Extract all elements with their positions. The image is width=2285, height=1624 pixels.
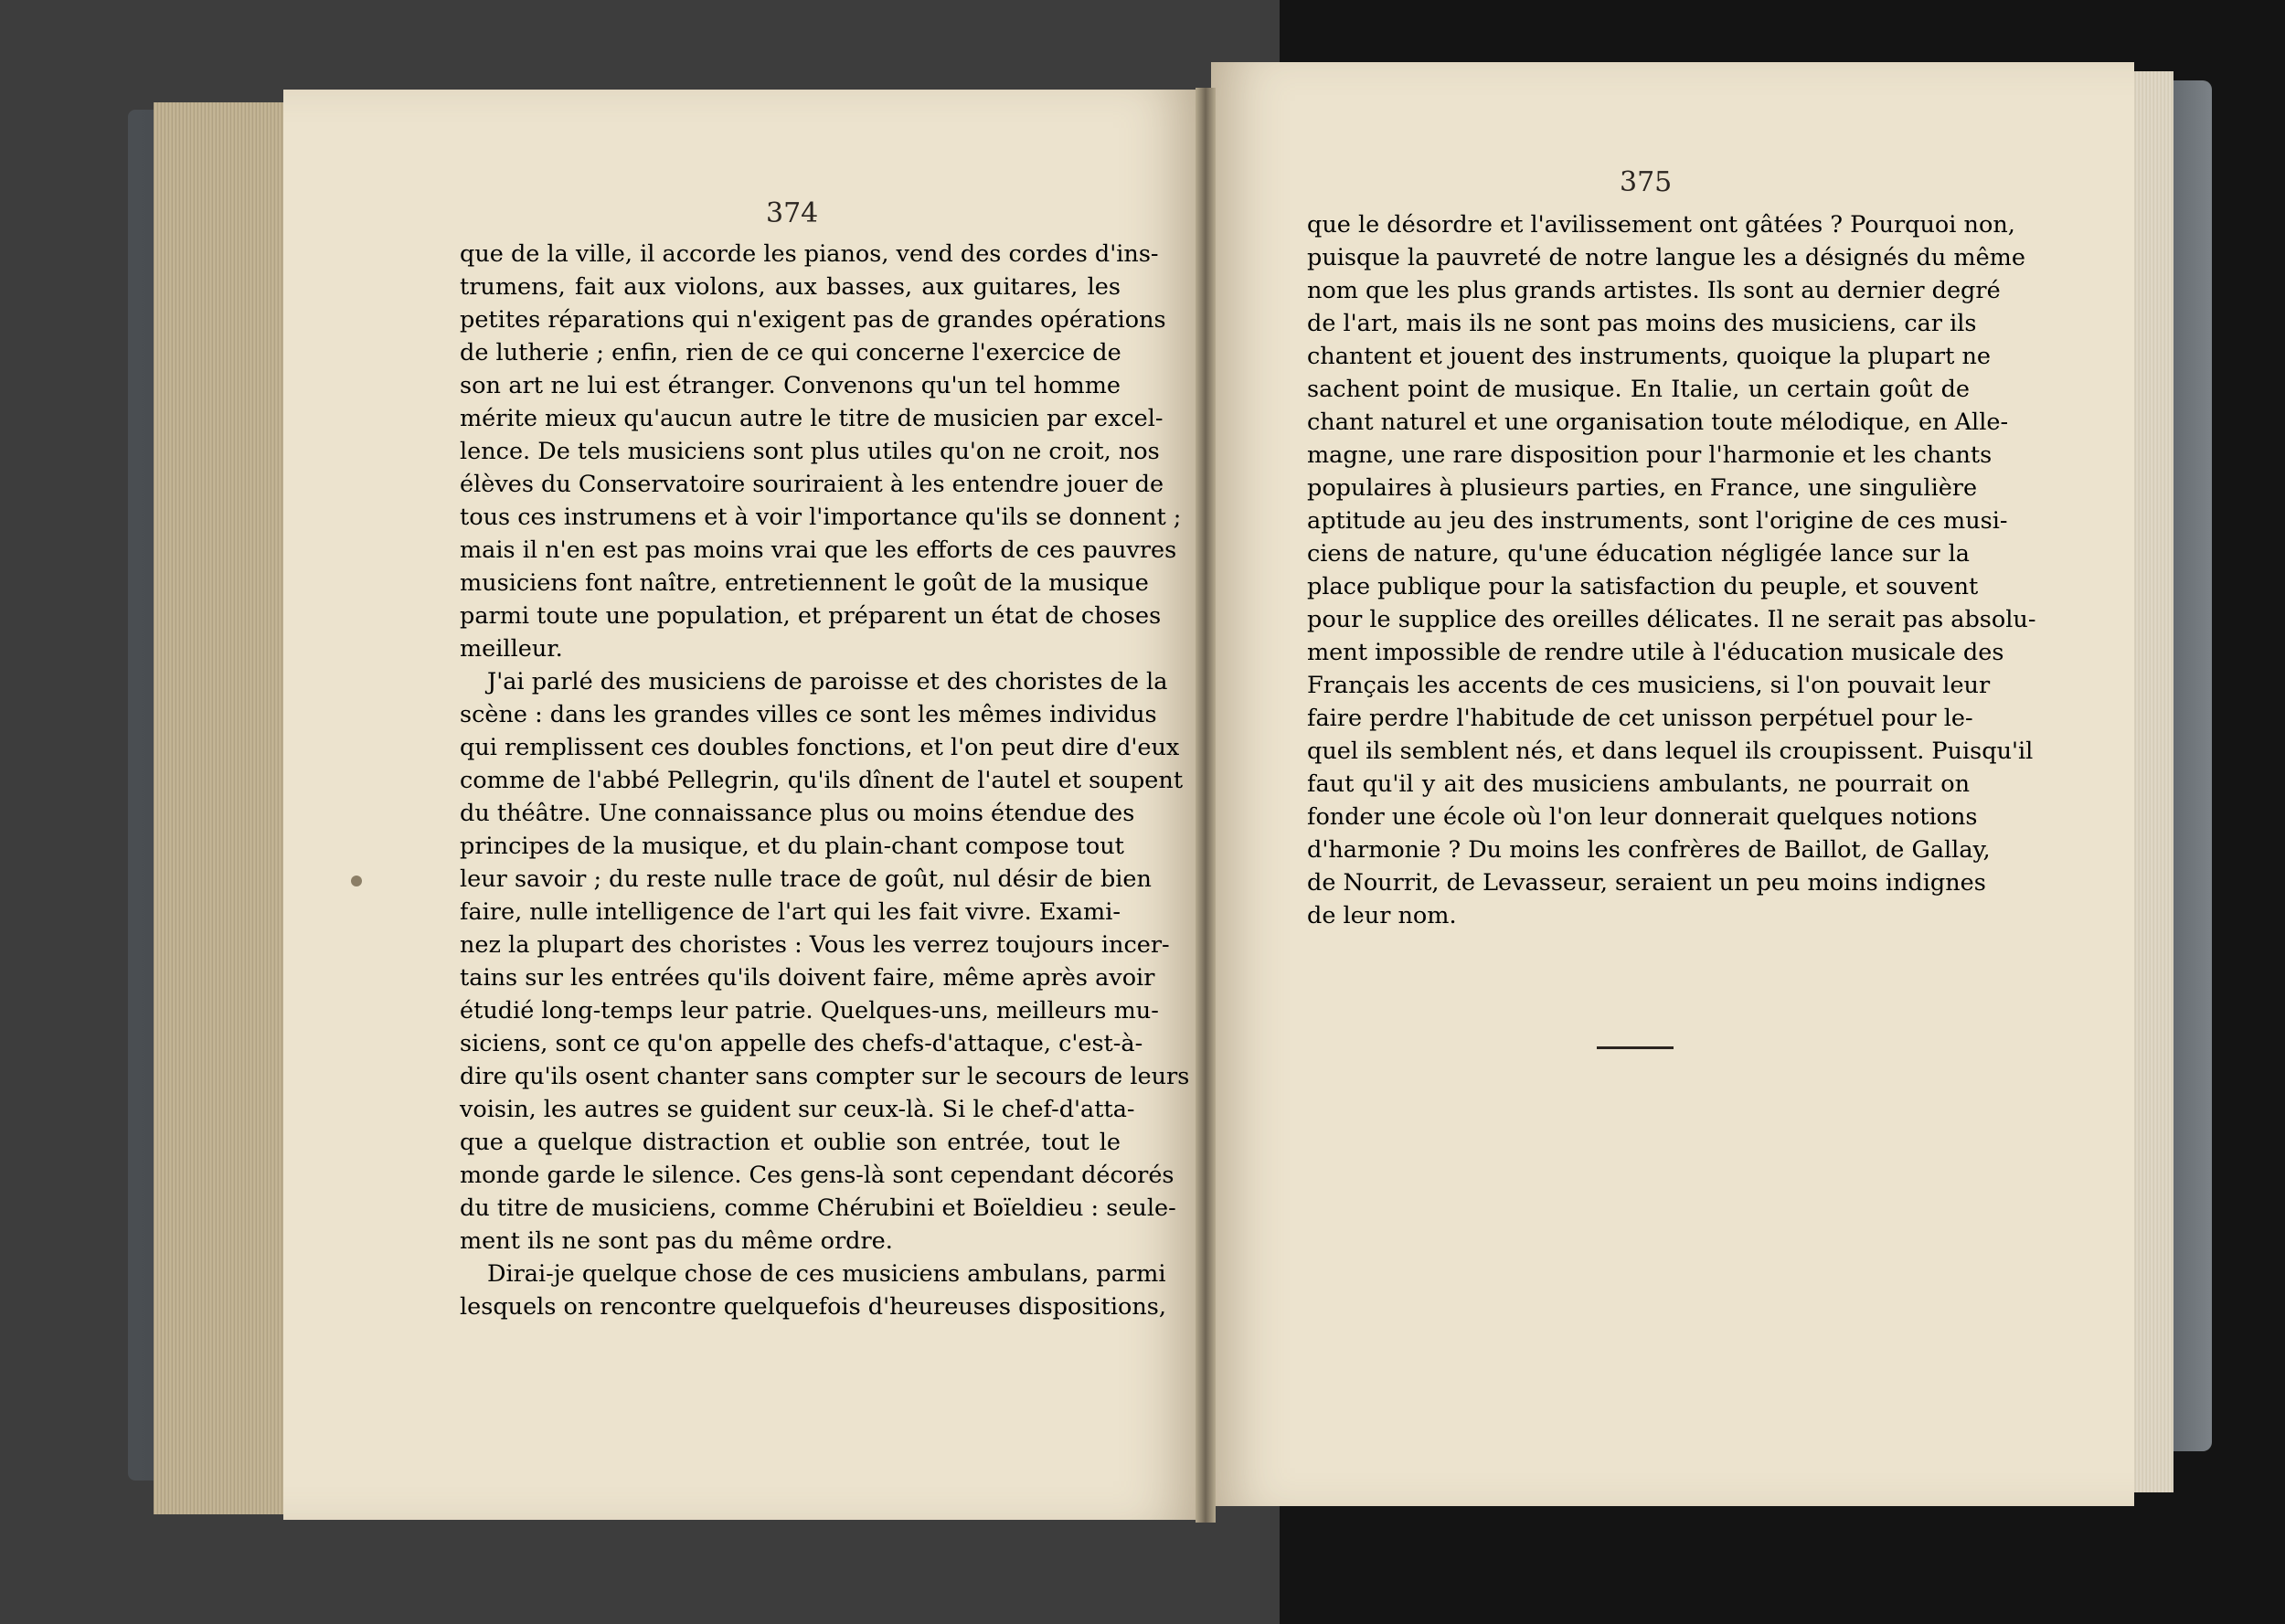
text-line: ment ils ne sont pas du même ordre.: [460, 1227, 893, 1255]
text-line: lesquels on rencontre quelquefois d'heureuses dispositions,: [460, 1293, 1166, 1321]
text-line: fonder une école où l'on leur donnerait quelques notions: [1307, 803, 1978, 831]
text-line: aptitude au jeu des instruments, sont l'origine de ces musi-: [1307, 507, 2008, 535]
text-line: pour le supplice des oreilles délicates. Il ne serait pas absolu-: [1307, 606, 2036, 633]
text-line: élèves du Conservatoire souriraient à les entendre jouer de: [460, 471, 1164, 498]
text-line: tous ces instrumens et à voir l'importance qu'ils se donnent ;: [460, 504, 1182, 531]
text-line: faire perdre l'habitude de cet unisson perpétuel pour le-: [1307, 705, 1973, 732]
text-line: qui remplissent ces doubles fonctions, et l'on peut dire d'eux: [460, 734, 1180, 761]
text-line: nez la plupart des choristes : Vous les verrez toujours incer-: [460, 931, 1170, 959]
text-line: son art ne lui est étranger. Convenons qu'un tel homme: [460, 372, 1121, 399]
text-line: de lutherie ; enfin, rien de ce qui concerne l'exercice de: [460, 339, 1121, 366]
right-page-text: [1307, 208, 2036, 932]
text-line: puisque la pauvreté de notre langue les a désignés du même: [1307, 244, 2025, 271]
text-line: voisin, les autres se guident sur ceux-là. Si le chef-d'atta-: [460, 1096, 1135, 1123]
text-line: tains sur les entrées qu'ils doivent faire, même après avoir: [460, 964, 1155, 992]
end-rule: [1597, 1046, 1674, 1049]
text-line: principes de la musique, et du plain-chant compose tout: [460, 833, 1124, 860]
text-line: du titre de musiciens, comme Chérubini et Boïeldieu : seule-: [460, 1194, 1176, 1222]
text-line: Dirai-je quelque chose de ces musiciens ambulans, parmi: [487, 1260, 1166, 1288]
text-line: petites réparations qui n'exigent pas de grandes opérations: [460, 306, 1166, 334]
text-line: quel ils semblent nés, et dans lequel ils croupissent. Puisqu'il: [1307, 738, 2034, 765]
text-line: leur savoir ; du reste nulle trace de goût, nul désir de bien: [460, 865, 1152, 893]
text-line: place publique pour la satisfaction du peuple, et souvent: [1307, 573, 1979, 600]
text-line: J'ai parlé des musiciens de paroisse et des choristes de la: [487, 668, 1168, 695]
text-line: que a quelque distraction et oublie son entrée, tout le: [460, 1129, 1121, 1156]
text-line: de Nourrit, de Levasseur, seraient un peu moins indignes: [1307, 869, 1986, 897]
text-line: que de la ville, il accorde les pianos, vend des cordes d'ins-: [460, 240, 1159, 268]
text-line: parmi toute une population, et préparent un état de choses: [460, 602, 1162, 630]
text-line: musiciens font naître, entretiennent le goût de la musique: [460, 569, 1149, 597]
text-line: meilleur.: [460, 635, 563, 663]
text-line: comme de l'abbé Pellegrin, qu'ils dînent de l'autel et soupent: [460, 767, 1184, 794]
text-line: d'harmonie ? Du moins les confrères de Baillot, de Gallay,: [1307, 836, 1991, 864]
text-line: siciens, sont ce qu'on appelle des chefs-d'attaque, c'est-à-: [460, 1030, 1143, 1057]
page-number-left: 374: [766, 197, 819, 229]
text-line: chant naturel et une organisation toute mélodique, en Alle-: [1307, 409, 2009, 436]
text-line: ciens de nature, qu'une éducation négligée lance sur la: [1307, 540, 1970, 568]
left-page-text: [460, 238, 1190, 1323]
text-line: mérite mieux qu'aucun autre le titre de musicien par excel-: [460, 405, 1164, 432]
text-line: mais il n'en est pas moins vrai que les efforts de ces pauvres: [460, 536, 1177, 564]
text-line: sachent point de musique. En Italie, un certain goût de: [1307, 376, 1970, 403]
book-gutter: [1196, 88, 1216, 1523]
text-line: ment impossible de rendre utile à l'éducation musicale des: [1307, 639, 2004, 666]
text-line: que le désordre et l'avilissement ont gâtées ? Pourquoi non,: [1307, 211, 2015, 239]
text-line: trumens, fait aux violons, aux basses, aux guitares, les: [460, 273, 1121, 301]
text-line: lence. De tels musiciens sont plus utiles qu'on ne croit, nos: [460, 438, 1160, 465]
text-line: populaires à plusieurs parties, en France, une singulière: [1307, 474, 1978, 502]
text-line: faut qu'il y ait des musiciens ambulants, ne pourrait on: [1307, 770, 1970, 798]
text-line: du théâtre. Une connaissance plus ou moins étendue des: [460, 800, 1135, 827]
text-line: faire, nulle intelligence de l'art qui les fait vivre. Exami-: [460, 898, 1121, 926]
text-line: Français les accents de ces musiciens, si l'on pouvait leur: [1307, 672, 1991, 699]
page-number-right: 375: [1620, 166, 1673, 198]
page-mark: [351, 876, 362, 886]
text-line: étudié long-temps leur patrie. Quelques-uns, meilleurs mu-: [460, 997, 1159, 1024]
text-line: de leur nom.: [1307, 902, 1457, 929]
text-line: de l'art, mais ils ne sont pas moins des musiciens, car ils: [1307, 310, 1977, 337]
text-line: magne, une rare disposition pour l'harmonie et les chants: [1307, 441, 1993, 469]
page-edges-left: [154, 102, 286, 1514]
text-line: nom que les plus grands artistes. Ils sont au dernier degré: [1307, 277, 2001, 304]
text-line: scène : dans les grandes villes ce sont les mêmes individus: [460, 701, 1157, 728]
text-line: chantent et jouent des instruments, quoique la plupart ne: [1307, 343, 1991, 370]
text-line: monde garde le silence. Ces gens-là sont cependant décorés: [460, 1162, 1174, 1189]
text-line: dire qu'ils osent chanter sans compter sur le secours de leurs: [460, 1063, 1190, 1090]
